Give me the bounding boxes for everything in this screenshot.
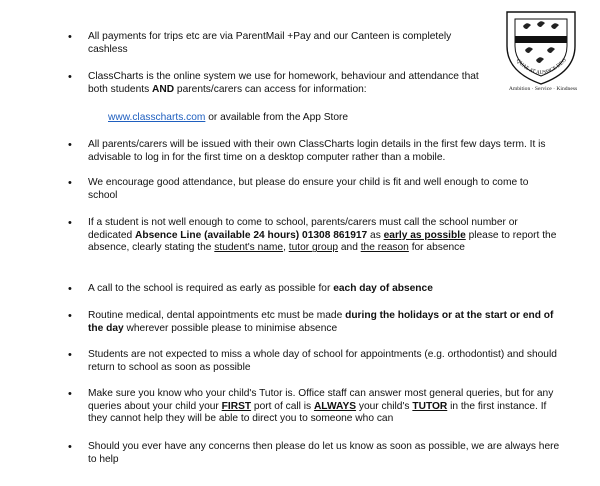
bullet-routine: • Routine medical, dental appointments etc must be made during the holidays or at the start or end of the day wherever possible please to minimise absence [88, 310, 560, 335]
school-crest-logo [503, 6, 579, 86]
bullet-concerns: • Should you ever have any concerns then please do let us know as soon as possible, we are always here to help [88, 441, 560, 466]
bullet-appointments: • Students are not expected to miss a whole day of school for appointments (e.g. orthodontist) and should return to school as soon as possible [88, 349, 560, 374]
bullet-tutor: • Make sure you know who your child's Tutor is. Office staff can answer most general queries, but for any queries about your child your FIRST port of call is ALWAYS your child's TUTOR in the first instance. If they cannot help they will be able to direct you to someone who can [88, 388, 560, 426]
bullet-absence: • If a student is not well enough to come to school, parents/carers must call the school number or dedicated Absence Line (available 24 hours) 01308 861917 as early as possible please to report the absence, clearly stating the student's name, tutor group and the reason for absence [88, 217, 560, 255]
bullet-attendance: • We encourage good attendance, but please do ensure your child is fit and well enough to come to school [88, 177, 560, 202]
school-values: Ambition · Service · Kindness [508, 86, 578, 92]
classcharts-link-line: www.classcharts.com or available from the App Store [108, 112, 349, 123]
bullet-classcharts: • ClassCharts is the online system we use for homework, behaviour and attendance that both students AND parents/carers can access for information: [88, 71, 488, 96]
bullet-payments: • All payments for trips etc are via ParentMail +Pay and our Canteen is completely cashless [88, 31, 488, 56]
crest-motto: QUAE AT AUSPICE DEO [514, 57, 568, 77]
bullet-login: • All parents/carers will be issued with their own ClassCharts login details in the first few days term. It is advisable to log in for the first time on a desktop computer rather than a mobile. [88, 139, 560, 164]
bullet-call: • A call to the school is required as early as possible for each day of absence [88, 283, 560, 296]
classcharts-link[interactable]: www.classcharts.com [108, 112, 206, 123]
